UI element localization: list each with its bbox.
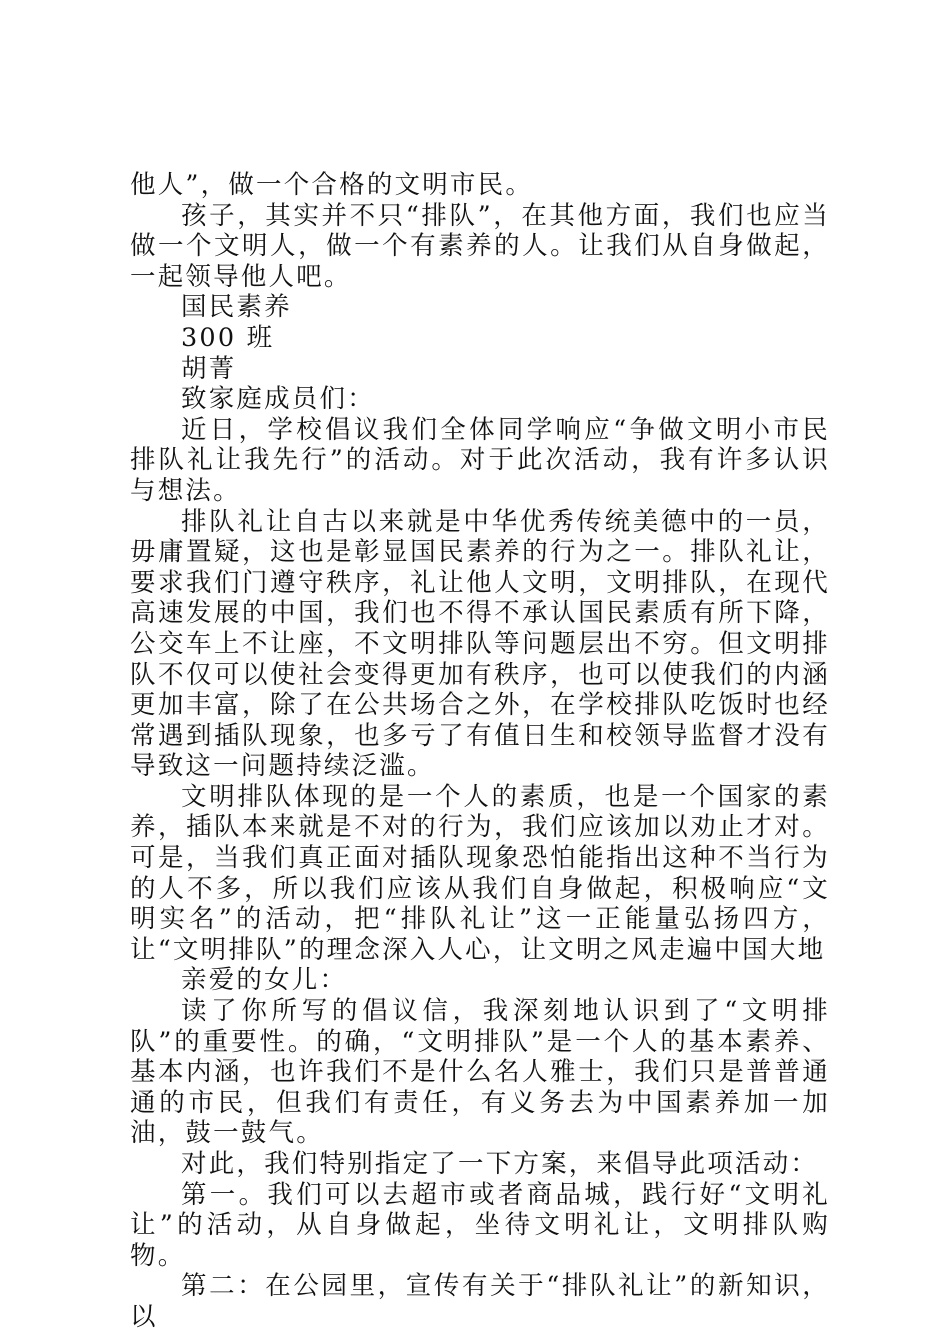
paragraph-child-advice: 孩子，其实并不只“排队”，在其他方面，我们也应当做一个文明人，做一个有素养的人。让我们从自身做起，一起领导他人吧。	[130, 200, 830, 292]
document-body	[130, 170, 830, 1333]
paragraph-reply: 读了你所写的倡议信，我深刻地认识到了“文明排队”的重要性。的确，“文明排队”是一个人的基本素养、基本内涵，也许我们不是什么名人雅士，我们只是普普通通的市民，但我们有责任，有义务去为中国素养加一加油，鼓一鼓气。	[130, 996, 830, 1149]
paragraph-quality: 文明排队体现的是一个人的素质，也是一个国家的素养，插队本来就是不对的行为，我们应该加以劝止才对。可是，当我们真正面对插队现象恐怕能指出这种不当行为的人不多，所以我们应该从我们自身做起，积极响应“文明实名”的活动，把“排队礼让”这一正能量弘扬四方，让“文明排队”的理念深入人心，让文明之风走遍中国大地	[130, 781, 830, 965]
paragraph-plan-intro: 对此，我们特别指定了一下方案，来倡导此项活动：	[181, 1149, 819, 1179]
paragraph-plan-first: 第一。我们可以去超市或者商品城，践行好“文明礼让”的活动，从自身做起，坐待文明礼让，文明排队购物。	[130, 1179, 830, 1271]
paragraph-plan-second: 第二：在公园里，宣传有关于“排队礼让”的新知识，以	[130, 1271, 830, 1332]
author-name: 胡菁	[181, 353, 237, 384]
salutation-daughter: 亲爱的女儿：	[181, 965, 348, 996]
salutation-family: 致家庭成员们：	[181, 384, 375, 415]
essay-title: 国民素养	[181, 292, 292, 323]
paragraph-intro: 近日，学校倡议我们全体同学响应“争做文明小市民排队礼让我先行”的活动。对于此次活动，我有许多认识与想法。	[130, 414, 830, 506]
paragraph-continuation: 他人”，做一个合格的文明市民。	[130, 170, 534, 200]
paragraph-tradition: 排队礼让自古以来就是中华优秀传统美德中的一员，毋庸置疑，这也是彰显国民素养的行为之一。排队礼让，要求我们门遵守秩序，礼让他人文明，文明排队，在现代高速发展的中国，我们也不得不承认国民素质有所下降，公交车上不让座，不文明排队等问题层出不穷。但文明排队不仅可以使社会变得更加有秩序，也可以使我们的内涵更加丰富，除了在公共场合之外，在学校排队吃饭时也经常遇到插队现象，也多亏了有值日生和校领导监督才没有导致这一问题持续泛滥。	[130, 506, 830, 782]
class-label: 300 班	[181, 322, 275, 353]
